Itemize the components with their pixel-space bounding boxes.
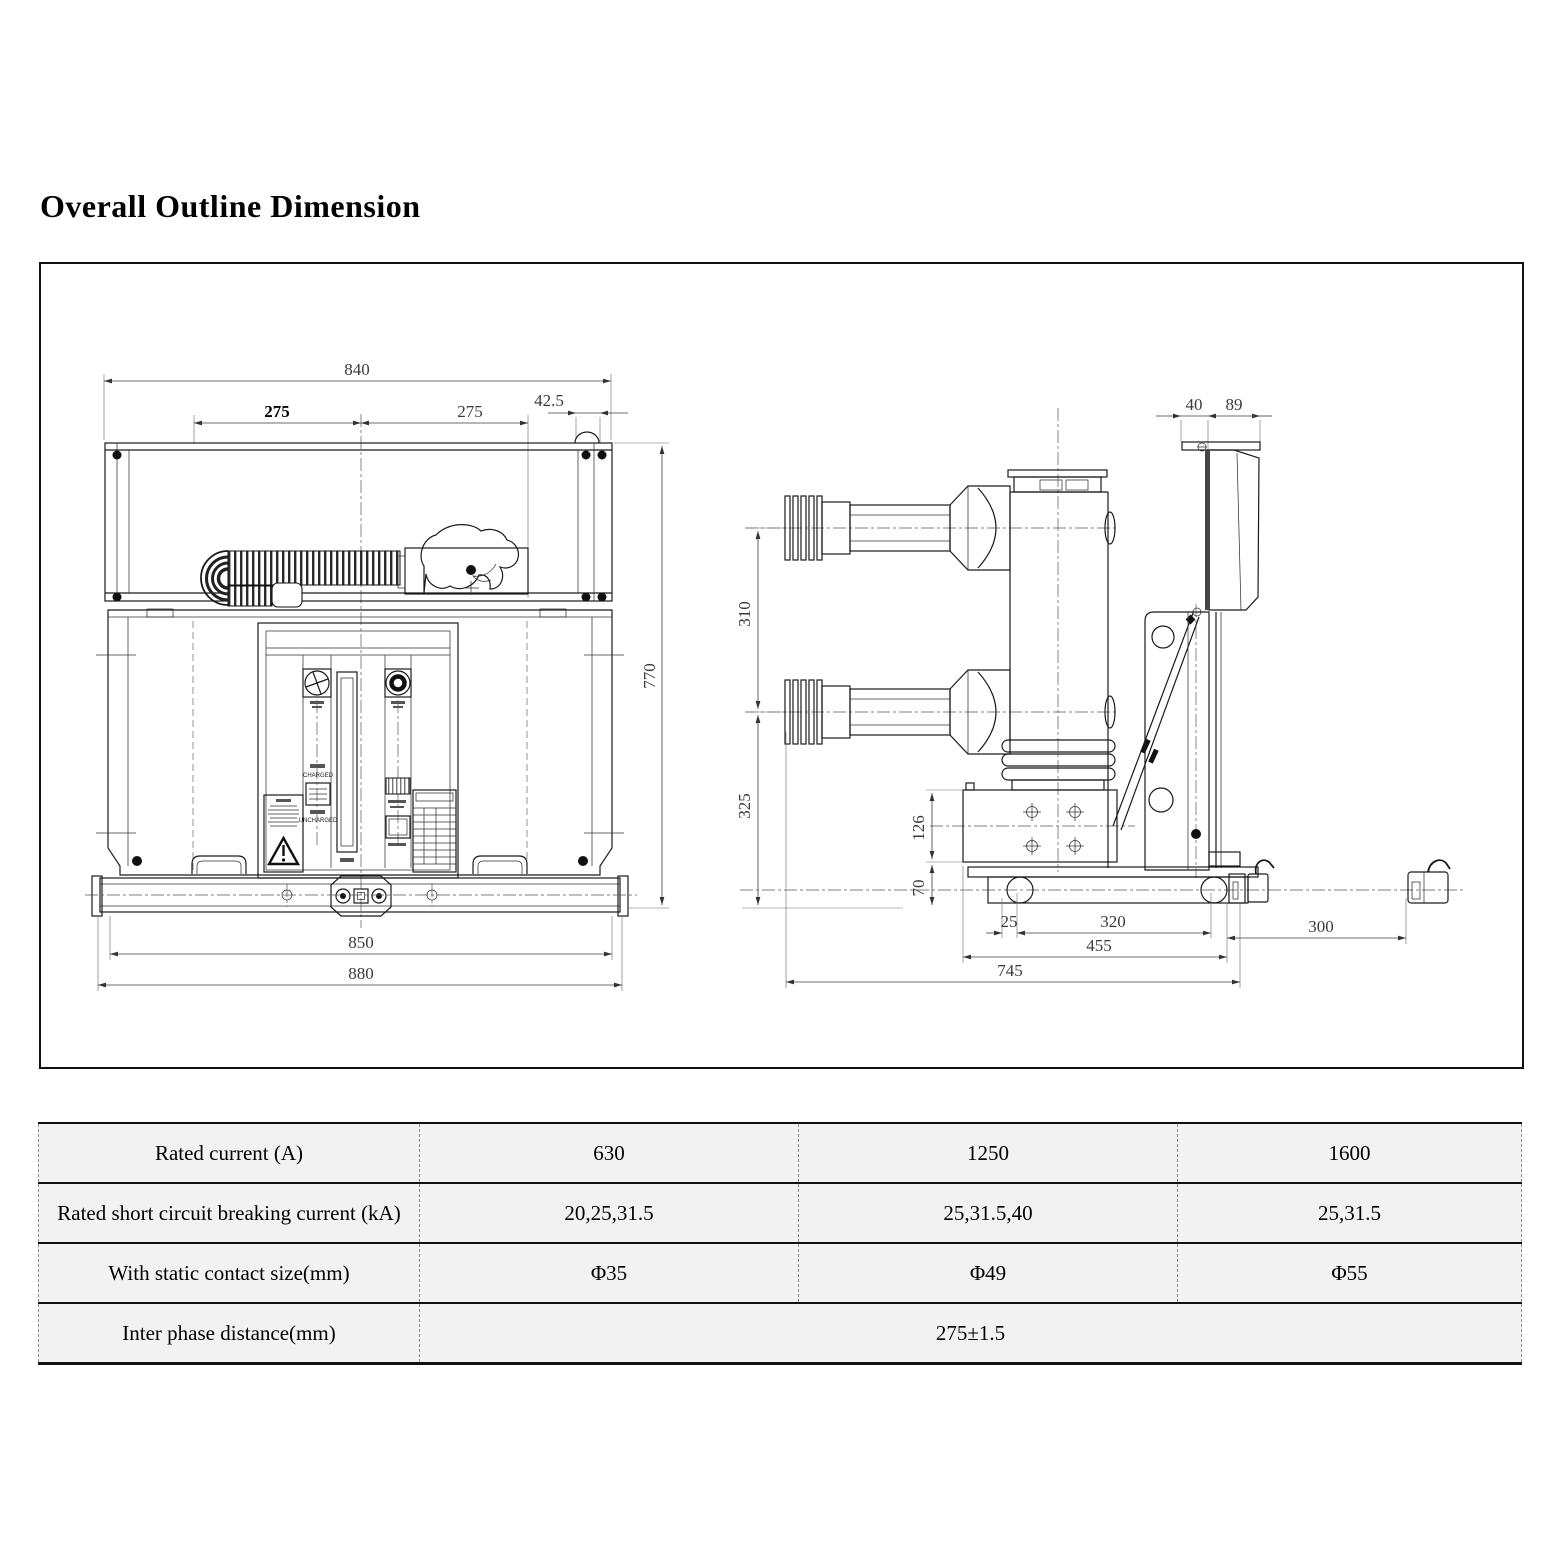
dim-310: 310: [735, 601, 754, 627]
cell-value: Φ49: [799, 1243, 1178, 1303]
dim-850: 850: [348, 933, 374, 952]
dim-70: 70: [909, 879, 928, 897]
spec-table: [38, 1122, 1522, 1365]
dim-42-5: 42.5: [534, 391, 564, 410]
table-row: [39, 1183, 1522, 1243]
dim-25: 25: [1000, 912, 1018, 931]
table-row: [39, 1243, 1522, 1303]
dim-880: 880: [348, 964, 374, 983]
row-label: With static contact size(mm): [39, 1243, 420, 1303]
dim-300: 300: [1308, 917, 1334, 936]
cell-value: Φ35: [420, 1243, 799, 1303]
page-title: Overall Outline Dimension: [40, 188, 421, 224]
dim-770: 770: [640, 663, 659, 689]
uncharged-label: UNCHARGED: [298, 818, 338, 824]
table-row: [39, 1303, 1522, 1364]
table-row: [39, 1123, 1522, 1183]
cell-value: 1250: [799, 1123, 1178, 1183]
dim-275-right: 275: [457, 402, 483, 421]
cell-value: 25,31.5: [1178, 1183, 1522, 1243]
cell-value-merged: 275±1.5: [420, 1303, 1522, 1364]
cell-value: Φ55: [1178, 1243, 1522, 1303]
dim-126: 126: [909, 815, 928, 841]
row-label: Inter phase distance(mm): [39, 1303, 420, 1364]
dim-455: 455: [1086, 936, 1112, 955]
cell-value: 1600: [1178, 1123, 1522, 1183]
dim-275-left: 275: [264, 402, 290, 421]
dim-40: 40: [1185, 395, 1203, 414]
dim-745: 745: [997, 961, 1023, 980]
dim-840: 840: [344, 360, 370, 379]
row-label: Rated current (A): [39, 1123, 420, 1183]
dim-320: 320: [1100, 912, 1126, 931]
cell-value: 630: [420, 1123, 799, 1183]
drawing-frame: [40, 263, 1523, 1068]
dim-89: 89: [1225, 395, 1243, 414]
cell-value: 25,31.5,40: [799, 1183, 1178, 1243]
dim-325: 325: [735, 793, 754, 819]
charged-label: CHARGED: [302, 773, 334, 779]
cell-value: 20,25,31.5: [420, 1183, 799, 1243]
row-label: Rated short circuit breaking current (kA): [39, 1183, 420, 1243]
